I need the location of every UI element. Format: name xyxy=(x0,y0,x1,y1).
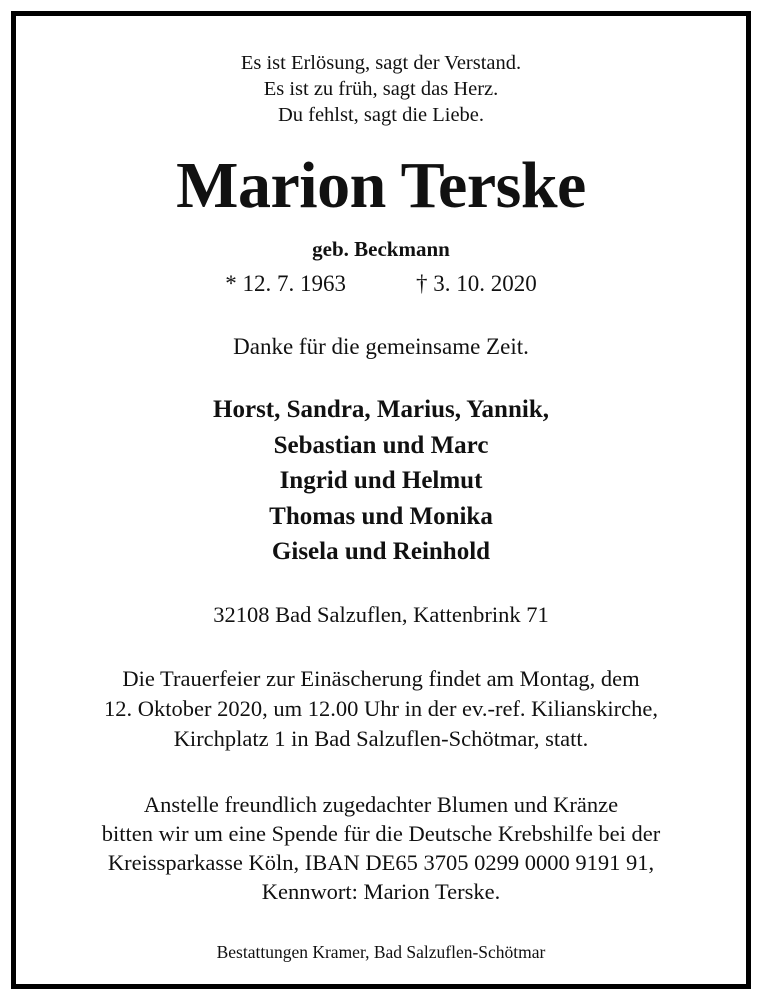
motto-verse xyxy=(16,50,746,128)
funeral-notice-line: Die Trauerfeier zur Einäscherung findet am Montag, dem xyxy=(122,666,640,691)
birth-date: * 12. 7. 1963 xyxy=(225,271,346,296)
motto-line: Es ist zu früh, sagt das Herz. xyxy=(263,78,499,100)
donation-notice-line: Anstelle freundlich zugedachter Blumen und Kränze xyxy=(143,792,619,817)
donation-notice-line: Kennwort: Marion Terske. xyxy=(261,879,501,904)
donation-notice xyxy=(16,790,746,906)
thanks-text: Danke für die gemeinsame Zeit. xyxy=(233,334,529,359)
mourner-line: Thomas und Monika xyxy=(269,502,493,530)
death-date: † 3. 10. 2020 xyxy=(416,271,537,296)
obituary-content xyxy=(16,16,746,984)
mourner-line: Ingrid und Helmut xyxy=(279,467,483,494)
mourner-line: Gisela und Reinhold xyxy=(271,538,491,565)
mourner-line: Sebastian und Marc xyxy=(273,431,489,459)
deceased-name: Marion Terske xyxy=(176,149,586,222)
undertaker-credit: Bestattungen Kramer, Bad Salzuflen-Schötmar xyxy=(216,942,546,962)
funeral-notice xyxy=(16,664,746,754)
donation-notice-line: bitten wir um eine Spende für die Deutsche Krebshilfe bei der xyxy=(101,821,661,846)
motto-line: Du fehlst, sagt die Liebe. xyxy=(277,104,485,126)
funeral-notice-line: 12. Oktober 2020, um 12.00 Uhr in der ev.-ref. Kilianskirche, xyxy=(103,696,659,721)
mourners-list xyxy=(16,392,746,570)
donation-notice-line: Kreissparkasse Köln, IBAN DE65 3705 0299 0000 9191 91, xyxy=(107,850,655,875)
maiden-name: geb. Beckmann xyxy=(312,237,450,261)
funeral-notice-line: Kirchplatz 1 in Bad Salzuflen-Schötmar, statt. xyxy=(173,726,589,751)
family-address: 32108 Bad Salzuflen, Kattenbrink 71 xyxy=(213,602,549,627)
mourner-line: Horst, Sandra, Marius, Yannik, xyxy=(213,396,549,423)
motto-line: Es ist Erlösung, sagt der Verstand. xyxy=(240,52,522,74)
life-dates xyxy=(16,269,746,299)
